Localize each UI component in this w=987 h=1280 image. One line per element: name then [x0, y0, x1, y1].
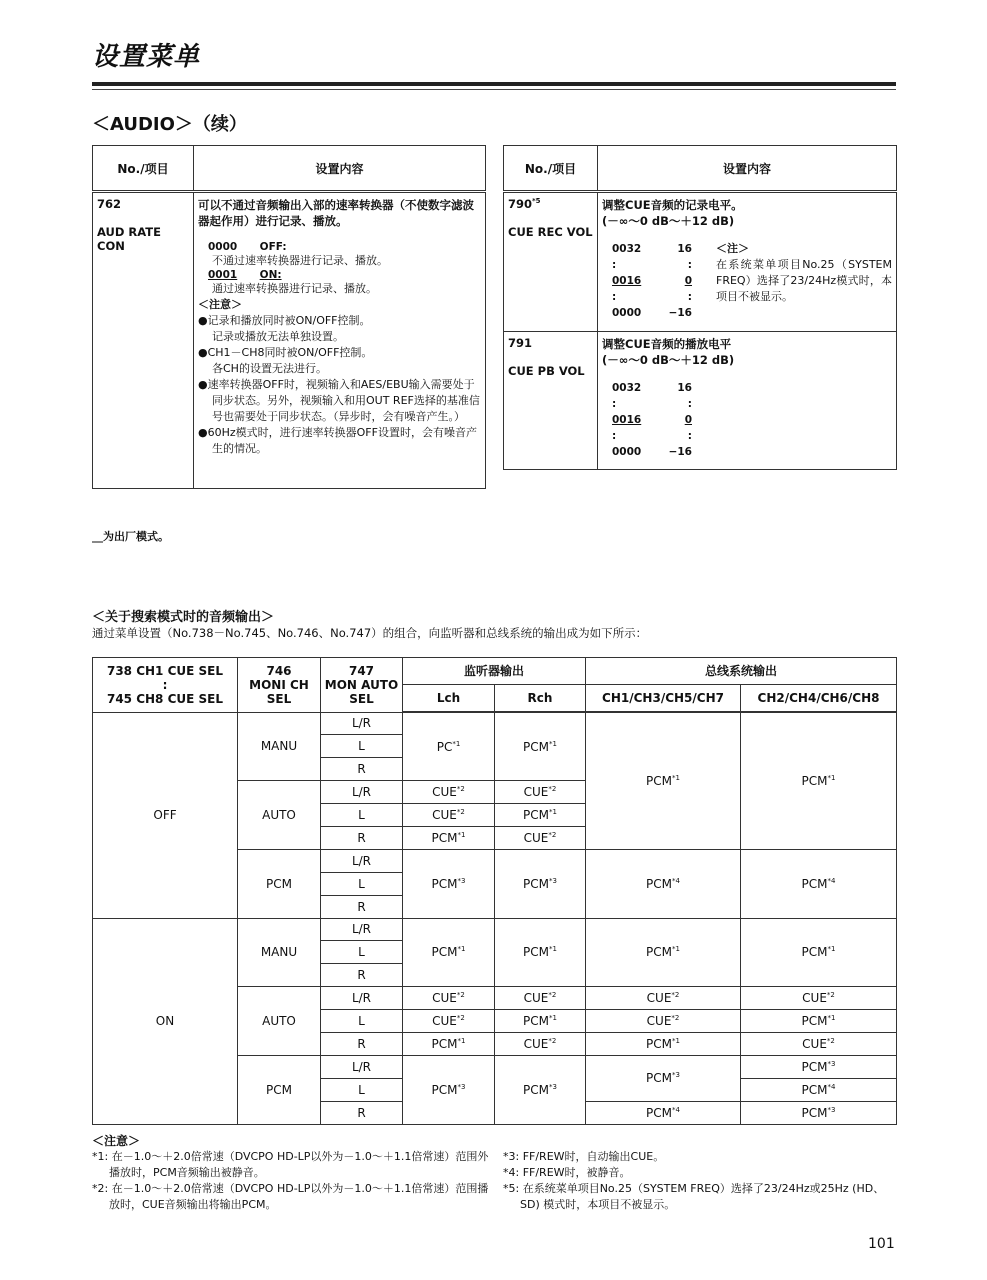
- moni-auto: AUTO: [238, 781, 321, 850]
- option-description: 不通过速率转换器进行记录、播放。: [212, 254, 388, 267]
- audio-output-table: [92, 657, 897, 1125]
- header-even-channels: CH2/CH4/CH6/CH8: [741, 685, 897, 713]
- item-number: 762: [97, 197, 122, 211]
- value-code-default: 0016: [612, 275, 642, 287]
- value-code: 0032: [612, 382, 642, 394]
- cue-sel-off: OFF: [93, 712, 238, 918]
- mon-auto-l: L: [321, 941, 403, 964]
- note-text: 在系统菜单项目No.25（SYSTEM FREQ）选择了23/24Hz模式时，本项目不被显示。: [716, 258, 892, 303]
- item-name: AUD RATE CON: [97, 225, 161, 253]
- cell-output: CUE$^{*2}$: [403, 781, 495, 804]
- footnotes-left: [92, 1133, 492, 1213]
- cell-output: PCM$^{*1}$: [403, 1032, 495, 1055]
- cell-output: CUE$^{*2}$: [495, 1032, 586, 1055]
- mon-auto-r: R: [321, 1032, 403, 1055]
- page-number: 101: [868, 1236, 895, 1252]
- item-cell: [504, 192, 598, 332]
- cell-output: PCM$^{*3}$: [403, 1055, 495, 1124]
- note-line: ●CH1－CH8同时被ON/OFF控制。: [198, 346, 373, 359]
- cell-output: PCM$^{*1}$: [741, 712, 897, 849]
- item-range: (－∞～0 dB～＋12 dB): [602, 214, 735, 228]
- value-db: −16: [668, 446, 692, 458]
- footnote-ref: *5: [532, 197, 541, 205]
- note-title: ＜注＞: [716, 242, 749, 255]
- footnote: *3: FF/REW时，自动输出CUE。: [503, 1150, 665, 1163]
- item-number: 790: [508, 197, 533, 211]
- settings-table-790-791: [503, 145, 897, 470]
- page-title: 设置菜单: [92, 42, 201, 72]
- cell-output: PCM$^{*1}$: [741, 1010, 897, 1033]
- option-label: ON:: [259, 269, 282, 281]
- mon-auto-lr: L/R: [321, 849, 403, 872]
- section-heading: ＜AUDIO＞（续）: [92, 114, 247, 135]
- cell-output: PCM$^{*1}$: [586, 712, 741, 849]
- mon-auto-r: R: [321, 964, 403, 987]
- mon-auto-lr: L/R: [321, 712, 403, 735]
- moni-pcm: PCM: [238, 849, 321, 918]
- value-db: :: [687, 398, 692, 410]
- mon-auto-r: R: [321, 1101, 403, 1124]
- option-description: 通过速率转换器进行记录、播放。: [212, 282, 377, 295]
- mon-auto-l: L: [321, 1078, 403, 1101]
- content-cell: [598, 192, 897, 332]
- header-no-item: No./项目: [504, 146, 598, 192]
- cell-output: PCM$^{*1}$: [403, 826, 495, 849]
- cell-output: PCM$^{*1}$: [495, 804, 586, 827]
- value-db-default: 0: [684, 275, 692, 287]
- item-number: 791: [508, 336, 533, 350]
- value-code-default: 0016: [612, 414, 642, 426]
- value-db: :: [687, 430, 692, 442]
- title-rule-thin: [92, 89, 896, 90]
- item-description: 可以不通过音频输出入部的速率转换器（不使数字滤波器起作用）进行记录、播放。: [198, 198, 474, 228]
- mon-auto-r: R: [321, 895, 403, 918]
- moni-manu: MANU: [238, 712, 321, 781]
- item-description: 调整CUE音频的记录电平。: [602, 198, 743, 212]
- cell-output: PCM$^{*1}$: [741, 918, 897, 987]
- note-line: ●60Hz模式时，进行速率转换器OFF设置时，会有噪音产生的情况。: [198, 426, 477, 455]
- value-code: :: [612, 430, 617, 442]
- cell-output: CUE$^{*2}$: [741, 1032, 897, 1055]
- option-label: OFF:: [259, 241, 287, 253]
- value-code: :: [612, 259, 617, 271]
- mon-auto-r: R: [321, 758, 403, 781]
- mon-auto-l: L: [321, 1010, 403, 1033]
- header-moni-ch-sel: 746 MONI CH SEL: [238, 658, 321, 713]
- content-cell: [194, 192, 486, 489]
- cell-output: PCM$^{*4}$: [741, 849, 897, 918]
- search-intro: 通过菜单设置（No.738－No.745、No.746、No.747）的组合，向监听器和总线系统的输出成为如下所示：: [92, 626, 648, 640]
- item-cell: [93, 192, 194, 489]
- value-code: 0000: [612, 446, 642, 458]
- moni-manu: MANU: [238, 918, 321, 987]
- note-line: ●记录和播放同时被ON/OFF控制。: [198, 314, 371, 327]
- footnote: *2: 在－1.0～＋2.0倍常速（DVCPO HD-LP以外为－1.0～＋1.1倍常速）范围播放时，CUE音频输出将输出PCM。: [92, 1182, 489, 1211]
- cell-output: PCM$^{*4}$: [741, 1078, 897, 1101]
- cell-output: PCM$^{*1}$: [495, 1010, 586, 1033]
- mon-auto-lr: L/R: [321, 781, 403, 804]
- value-code: :: [612, 291, 617, 303]
- item-name: CUE PB VOL: [508, 364, 585, 378]
- cell-output: PCM$^{*4}$: [586, 1101, 741, 1124]
- cell-output: PCM$^{*1}$: [586, 918, 741, 987]
- item-cell: [504, 332, 598, 470]
- title-rule: [92, 82, 896, 86]
- cell-output: PCM$^{*3}$: [495, 849, 586, 918]
- cell-output: CUE$^{*2}$: [403, 987, 495, 1010]
- mon-auto-lr: L/R: [321, 1055, 403, 1078]
- factory-default-note: __为出厂模式。: [92, 530, 169, 543]
- value-db-default: 0: [684, 414, 692, 426]
- cell-output: PCM$^{*3}$: [741, 1101, 897, 1124]
- footnote: *1: 在－1.0～＋2.0倍常速（DVCPO HD-LP以外为－1.0～＋1.1倍常速）范围外播放时，PCM音频输出被静音。: [92, 1150, 489, 1179]
- item-description: 调整CUE音频的播放电平: [602, 337, 732, 351]
- value-db: :: [687, 291, 692, 303]
- cell-output: CUE$^{*2}$: [403, 804, 495, 827]
- header-rch: Rch: [495, 685, 586, 713]
- option-code: 0000: [208, 241, 238, 253]
- footnote: *5: 在系统菜单项目No.25（SYSTEM FREQ）选择了23/24Hz或25Hz (HD、SD) 模式时，本项目不被显示。: [503, 1182, 885, 1211]
- mon-auto-l: L: [321, 735, 403, 758]
- header-mon-auto-sel: 747 MON AUTO SEL: [321, 658, 403, 713]
- cell-output: CUE$^{*2}$: [586, 1010, 741, 1033]
- mon-auto-lr: L/R: [321, 987, 403, 1010]
- cell-output: CUE$^{*2}$: [586, 987, 741, 1010]
- item-range: (－∞～0 dB～＋12 dB): [602, 353, 735, 367]
- cell-output: PC$^{*1}$: [403, 712, 495, 781]
- cell-output: CUE$^{*2}$: [403, 1010, 495, 1033]
- footnote: *4: FF/REW时，被静音。: [503, 1166, 631, 1179]
- mon-auto-l: L: [321, 804, 403, 827]
- cell-output: PCM$^{*3}$: [403, 849, 495, 918]
- header-lch: Lch: [403, 685, 495, 713]
- value-list: [612, 241, 692, 321]
- mon-auto-lr: L/R: [321, 918, 403, 941]
- footnotes-right: [503, 1149, 903, 1213]
- cell-output: PCM$^{*1}$: [403, 918, 495, 987]
- mon-auto-r: R: [321, 826, 403, 849]
- header-monitor-output: 监听器输出: [403, 658, 586, 685]
- header-content: 设置内容: [194, 146, 486, 192]
- note-line: 记录或播放无法单独设置。: [212, 330, 344, 343]
- cell-output: CUE$^{*2}$: [741, 987, 897, 1010]
- value-db: :: [687, 259, 692, 271]
- cell-output: CUE$^{*2}$: [495, 781, 586, 804]
- content-cell: [598, 332, 897, 470]
- moni-pcm: PCM: [238, 1055, 321, 1124]
- value-db: 16: [677, 382, 692, 394]
- settings-table-762: [92, 145, 486, 489]
- cell-output: PCM$^{*1}$: [586, 1032, 741, 1055]
- cell-output: PCM$^{*4}$: [586, 849, 741, 918]
- cell-output: PCM$^{*3}$: [741, 1055, 897, 1078]
- header-bus-output: 总线系统输出: [586, 658, 897, 685]
- notes-title: ＜注意＞: [92, 1134, 141, 1148]
- cell-output: CUE$^{*2}$: [495, 826, 586, 849]
- header-odd-channels: CH1/CH3/CH5/CH7: [586, 685, 741, 713]
- cue-sel-on: ON: [93, 918, 238, 1124]
- value-list: [612, 380, 892, 460]
- value-db: −16: [668, 307, 692, 319]
- cell-output: PCM$^{*1}$: [495, 712, 586, 781]
- note-line: 各CH的设置无法进行。: [212, 362, 327, 375]
- header-content: 设置内容: [598, 146, 897, 192]
- header-no-item: No./项目: [93, 146, 194, 192]
- value-db: 16: [677, 243, 692, 255]
- cell-output: PCM$^{*1}$: [495, 918, 586, 987]
- cell-output: CUE$^{*2}$: [495, 987, 586, 1010]
- value-code: :: [612, 398, 617, 410]
- note-line: ●速率转换器OFF时，视频输入和AES/EBU输入需要处于同步状态。另外，视频输入和用OUT REF选择的基准信号也需要处于同步状态。（异步时，会有噪音产生。）: [198, 378, 480, 423]
- note-title: ＜注意＞: [198, 298, 242, 311]
- option-code-default: 0001: [208, 269, 238, 281]
- search-heading: ＜关于搜索模式时的音频输出＞: [92, 610, 275, 625]
- mon-auto-l: L: [321, 872, 403, 895]
- item-name: CUE REC VOL: [508, 225, 593, 239]
- cell-output: PCM$^{*3}$: [586, 1055, 741, 1101]
- cell-output: PCM$^{*3}$: [495, 1055, 586, 1124]
- value-code: 0032: [612, 243, 642, 255]
- moni-auto: AUTO: [238, 987, 321, 1056]
- header-cue-sel: 738 CH1 CUE SEL : 745 CH8 CUE SEL: [93, 658, 238, 713]
- value-code: 0000: [612, 307, 642, 319]
